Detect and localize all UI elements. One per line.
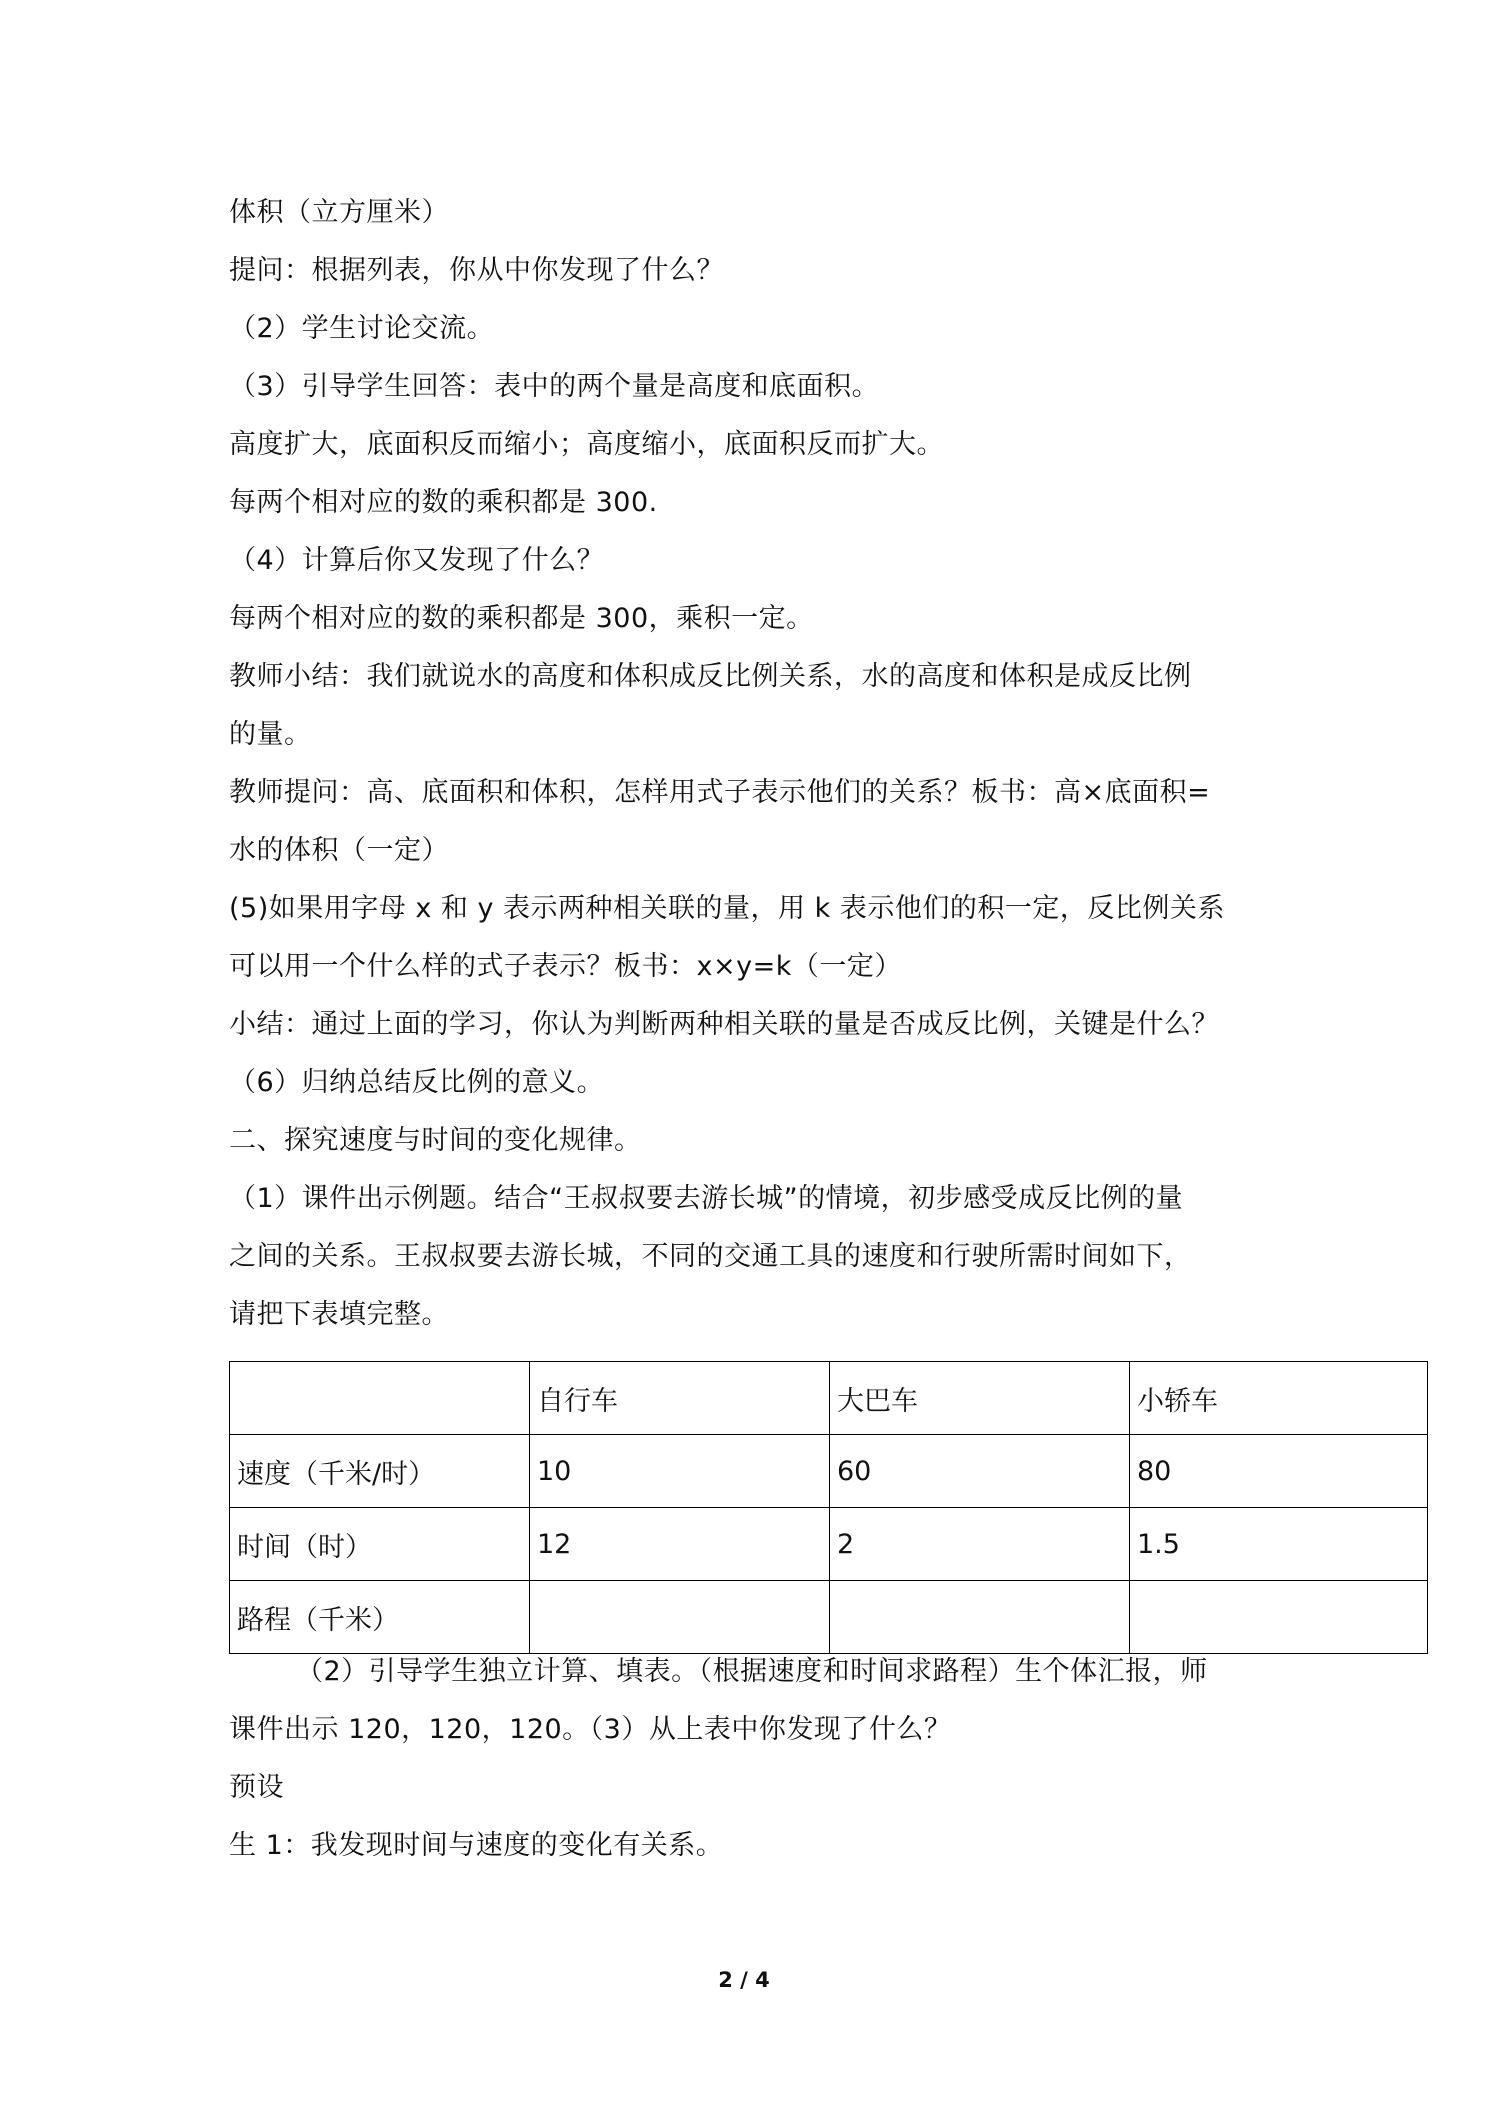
text-line: 课件出示 120，120，120。（3）从上表中你发现了什么？ bbox=[229, 1714, 952, 1745]
text-line: （4）计算后你又发现了什么？ bbox=[229, 545, 605, 576]
text-line: 可以用一个什么样的式子表示？板书：x×y=k（一定） bbox=[229, 951, 902, 982]
table-header-cell bbox=[230, 1362, 530, 1435]
text-line: 预设 bbox=[229, 1772, 284, 1803]
table-row-label: 时间（时） bbox=[230, 1508, 530, 1581]
text-line: 体积（立方厘米） bbox=[229, 197, 449, 228]
table-header-row bbox=[230, 1362, 1428, 1435]
text-line: （3）引导学生回答：表中的两个量是高度和底面积。 bbox=[229, 371, 880, 402]
table-row bbox=[230, 1581, 1428, 1654]
text-line: 请把下表填完整。 bbox=[229, 1299, 449, 1330]
table-cell: 12 bbox=[530, 1508, 830, 1581]
text-line: （2）学生讨论交流。 bbox=[229, 313, 495, 344]
text-line: 高度扩大，底面积反而缩小；高度缩小，底面积反而扩大。 bbox=[229, 429, 944, 460]
table-cell bbox=[530, 1581, 830, 1654]
page-number: 2 / 4 bbox=[718, 1968, 770, 1992]
table-cell: 2 bbox=[830, 1508, 1130, 1581]
table-cell bbox=[1130, 1581, 1428, 1654]
table-row bbox=[230, 1435, 1428, 1508]
text-line: 每两个相对应的数的乘积都是 300，乘积一定。 bbox=[229, 603, 814, 634]
table-row-label: 速度（千米/时） bbox=[230, 1435, 530, 1508]
table-cell bbox=[830, 1581, 1130, 1654]
text-line: 之间的关系。王叔叔要去游长城，不同的交通工具的速度和行驶所需时间如下， bbox=[229, 1241, 1192, 1272]
text-line: 教师提问：高、底面积和体积，怎样用式子表示他们的关系？板书：高×底面积= bbox=[229, 777, 1211, 808]
table-cell: 80 bbox=[1130, 1435, 1428, 1508]
table-cell: 60 bbox=[830, 1435, 1130, 1508]
table-header-cell: 大巴车 bbox=[830, 1362, 1130, 1435]
text-line: 二、探究速度与时间的变化规律。 bbox=[229, 1125, 642, 1156]
table-header-cell: 小轿车 bbox=[1130, 1362, 1428, 1435]
table-cell: 1.5 bbox=[1130, 1508, 1428, 1581]
text-line: （6）归纳总结反比例的意义。 bbox=[229, 1067, 605, 1098]
text-line: 每两个相对应的数的乘积都是 300. bbox=[229, 487, 658, 518]
text-line: 提问：根据列表，你从中你发现了什么？ bbox=[229, 255, 724, 286]
text-line: (5)如果用字母 x 和 y 表示两种相关联的量，用 k 表示他们的积一定，反比例关系 bbox=[229, 893, 1225, 924]
text-line: 水的体积（一定） bbox=[229, 835, 449, 866]
text-line: 生 1：我发现时间与速度的变化有关系。 bbox=[229, 1830, 724, 1861]
table-cell: 10 bbox=[530, 1435, 830, 1508]
table-row-label: 路程（千米） bbox=[230, 1581, 530, 1654]
text-line: 小结：通过上面的学习，你认为判断两种相关联的量是否成反比例，关键是什么？ bbox=[229, 1009, 1219, 1040]
table-header-cell: 自行车 bbox=[530, 1362, 830, 1435]
text-line: 教师小结：我们就说水的高度和体积成反比例关系，水的高度和体积是成反比例 bbox=[229, 661, 1192, 692]
table-row bbox=[230, 1508, 1428, 1581]
text-line: （2）引导学生独立计算、填表。（根据速度和时间求路程）生个体汇报，师 bbox=[296, 1656, 1208, 1687]
speed-time-table bbox=[229, 1361, 1428, 1654]
text-line: （1）课件出示例题。结合“王叔叔要去游长城”的情境，初步感受成反比例的量 bbox=[229, 1183, 1184, 1214]
text-line: 的量。 bbox=[229, 719, 312, 750]
